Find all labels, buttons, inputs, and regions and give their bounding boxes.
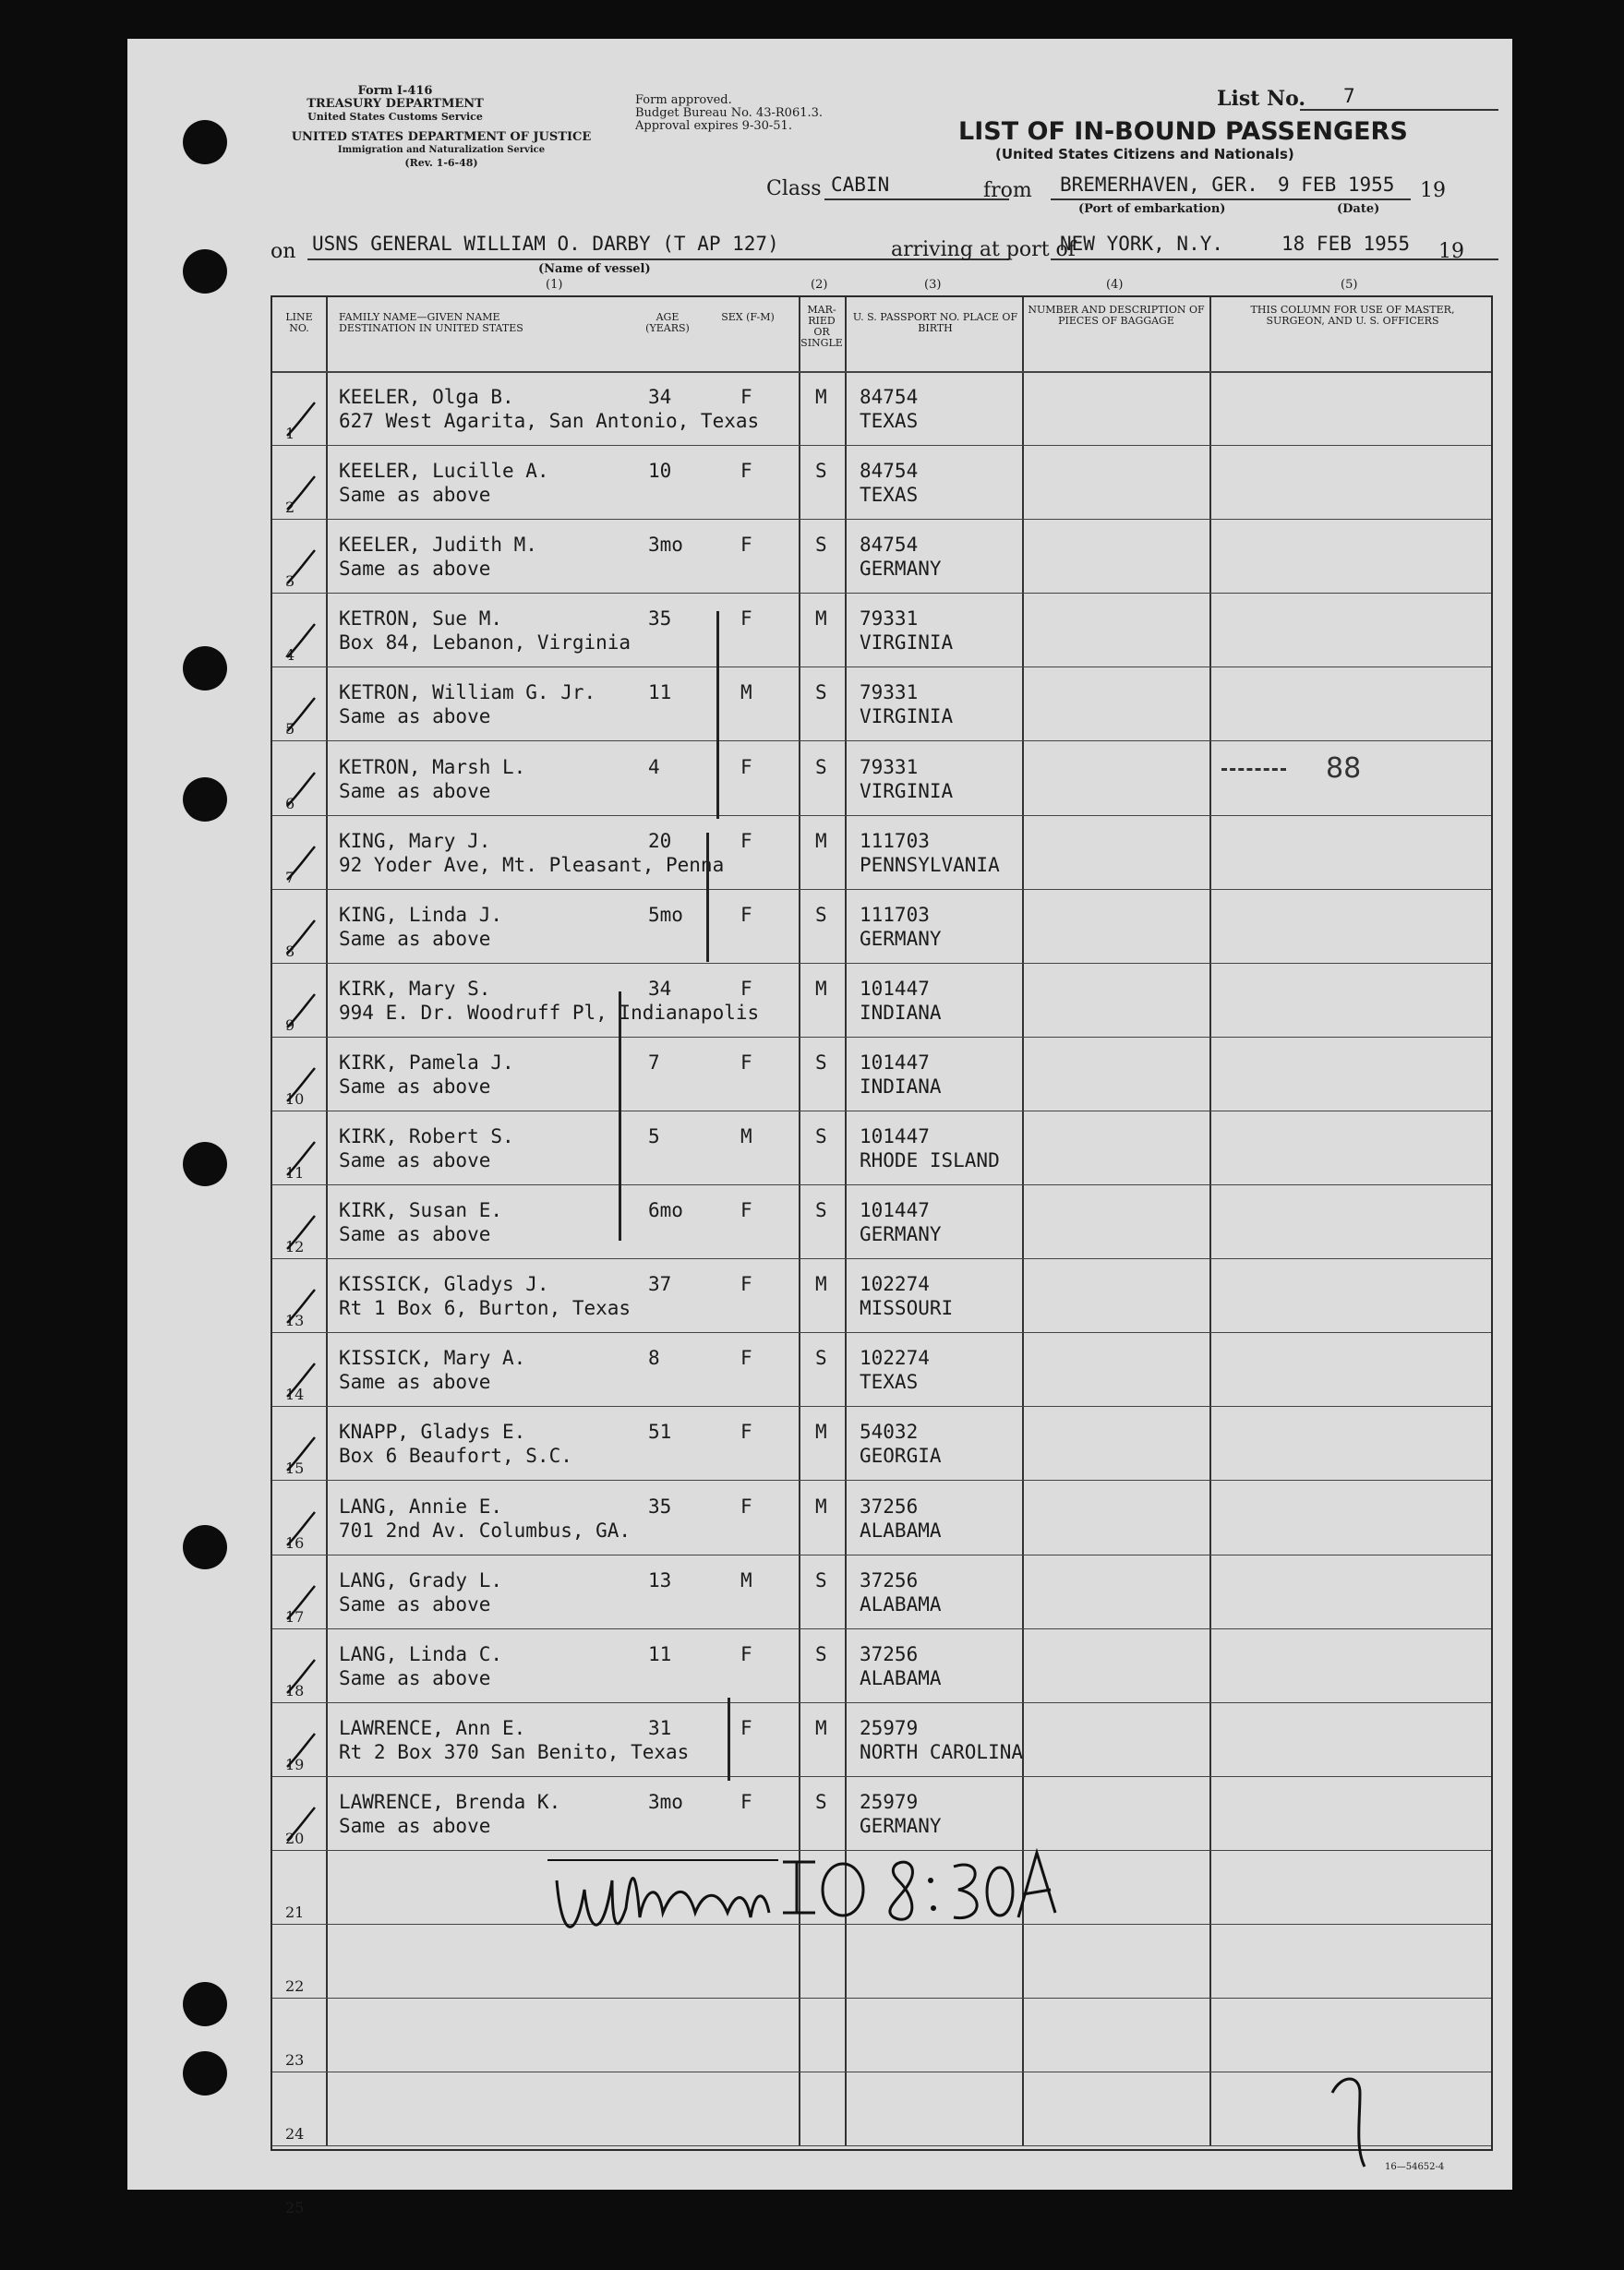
expiry-line: Approval expires 9-30-51. (635, 119, 792, 133)
destination: Same as above (339, 558, 491, 581)
arrival-year-label: 19 (1438, 240, 1464, 263)
destination: Same as above (339, 1371, 491, 1394)
age: 4 (648, 755, 660, 778)
passenger-name: KISSICK, Gladys J. (339, 1273, 549, 1296)
destination: Same as above (339, 484, 491, 507)
passport-number: 84754 (860, 386, 919, 408)
port-embark-caption: (Port of embarkation) (1078, 202, 1226, 216)
check-mark-icon (283, 1214, 317, 1256)
passenger-name: KEELER, Judith M. (339, 534, 537, 557)
col-head-sex: SEX (F-M) (721, 311, 775, 323)
vessel-name: USNS GENERAL WILLIAM O. DARBY (T AP 127) (312, 233, 779, 255)
destination: Box 84, Lebanon, Virginia (339, 631, 632, 655)
check-mark-icon (283, 1066, 317, 1109)
page-subtitle: (United States Citizens and Nationals) (995, 146, 1294, 162)
arriving-label: arriving at port of (891, 238, 1076, 261)
marital-status: M (815, 1495, 827, 1518)
punch-hole (183, 1982, 227, 2026)
age: 13 (648, 1568, 672, 1591)
row-rule (272, 1628, 1491, 1629)
check-mark-icon (283, 1658, 317, 1700)
birthplace: ALABAMA (860, 1519, 942, 1542)
corner-mark (1323, 2065, 1397, 2176)
table-row (272, 2147, 1491, 2221)
passenger-name: KIRK, Susan E. (339, 1199, 503, 1222)
passenger-name: LAWRENCE, Ann E. (339, 1716, 526, 1739)
col-head-name: FAMILY NAME—GIVEN NAME DESTINATION IN UNITED STATES (339, 311, 523, 334)
passport-number: 25979 (860, 1790, 919, 1813)
age: 34 (648, 386, 672, 408)
revision: (Rev. 1-6-48) (404, 157, 478, 169)
manifest-page (127, 39, 1512, 2217)
age: 35 (648, 1495, 672, 1518)
destination: Same as above (339, 927, 491, 950)
age: 7 (648, 1051, 660, 1074)
passenger-name: KING, Mary J. (339, 829, 491, 852)
destination: Rt 2 Box 370 San Benito, Texas (339, 1740, 690, 1763)
passenger-name: LANG, Annie E. (339, 1495, 503, 1518)
birthplace: VIRGINIA (860, 779, 954, 802)
inspector-signature (547, 1825, 1065, 1954)
class-value: CABIN (831, 174, 890, 196)
table-row (272, 1260, 1491, 1334)
destination: 701 2nd Av. Columbus, GA. (339, 1519, 632, 1542)
table-row (272, 595, 1491, 668)
row-rule (272, 1998, 1491, 1999)
line-number: 11 (285, 1164, 305, 1182)
passport-number: 84754 (860, 534, 919, 557)
check-mark-icon (283, 548, 317, 591)
marital-status: S (815, 1051, 827, 1074)
ins-service: Immigration and Naturalization Service (337, 145, 546, 155)
birthplace: TEXAS (860, 410, 919, 432)
row-rule (272, 1037, 1491, 1038)
marital-status: M (815, 1421, 827, 1444)
from-port: BREMERHAVEN, GER. (1060, 174, 1258, 196)
check-mark-icon (283, 696, 317, 739)
sex: F (740, 1642, 752, 1665)
line-number: 10 (285, 1089, 305, 1108)
line-number: 3 (285, 572, 295, 591)
table-row (272, 1704, 1491, 1778)
age: 5mo (648, 903, 683, 926)
table-row (272, 817, 1491, 891)
destination: 92 Yoder Ave, Mt. Pleasant, Penna (339, 853, 725, 876)
passport-number: 37256 (860, 1495, 919, 1518)
line-number: 4 (285, 646, 295, 665)
customs-service: United States Customs Service (307, 111, 483, 123)
check-mark-icon (283, 1732, 317, 1774)
table-row (272, 668, 1491, 742)
justice-dept: UNITED STATES DEPARTMENT OF JUSTICE (291, 130, 592, 144)
age: 5 (648, 1125, 660, 1147)
age: 20 (648, 829, 672, 852)
birthplace: RHODE ISLAND (860, 1149, 1000, 1171)
table-row (272, 891, 1491, 965)
passenger-name: KIRK, Pamela J. (339, 1051, 514, 1074)
col-head-age: AGE (YEARS) (645, 311, 690, 334)
from-label: from (983, 179, 1032, 202)
passenger-name: LANG, Linda C. (339, 1642, 503, 1665)
passenger-name: KIRK, Mary S. (339, 977, 491, 1000)
passenger-name: KEELER, Olga B. (339, 386, 514, 408)
passport-number: 37256 (860, 1568, 919, 1591)
passport-number: 79331 (860, 681, 919, 704)
punch-hole (183, 2051, 227, 2096)
passport-number: 102274 (860, 1273, 930, 1296)
marital-status: S (815, 1199, 827, 1222)
birthplace: GERMANY (860, 927, 942, 950)
punch-hole (183, 777, 227, 822)
marital-status: M (815, 977, 827, 1000)
punch-hole (183, 1525, 227, 1569)
col-num-1: (1) (546, 278, 563, 292)
passenger-name: KETRON, Marsh L. (339, 755, 526, 778)
table-row (272, 2073, 1491, 2147)
row-rule (272, 740, 1491, 741)
passport-number: 37256 (860, 1642, 919, 1665)
row-rule (272, 593, 1491, 594)
sex: F (740, 1716, 752, 1739)
line-number: 21 (285, 1904, 305, 1921)
age: 31 (648, 1716, 672, 1739)
passport-number: 102274 (860, 1347, 930, 1370)
birthplace: GEORGIA (860, 1445, 942, 1468)
age: 37 (648, 1273, 672, 1296)
marital-status: M (815, 607, 827, 631)
marital-status: S (815, 681, 827, 704)
table-row (272, 1556, 1491, 1630)
age: 11 (648, 681, 672, 704)
sex: F (740, 607, 752, 631)
birthplace: PENNSYLVANIA (860, 853, 1000, 876)
destination: Same as above (339, 1666, 491, 1689)
sex: M (740, 681, 752, 704)
line-number: 15 (285, 1459, 305, 1478)
passport-number: 111703 (860, 903, 930, 926)
date-caption: (Date) (1337, 202, 1380, 216)
col-head-baggage: NUMBER AND DESCRIPTION OF PIECES OF BAGGAGE (1028, 304, 1205, 327)
marital-status: S (815, 1125, 827, 1147)
table-row (272, 1112, 1491, 1186)
destination: 994 E. Dr. Woodruff Pl, Indianapolis (339, 1001, 760, 1024)
sex: F (740, 1051, 752, 1074)
footer-code: 16—54652-4 (1385, 2162, 1445, 2172)
age: 10 (648, 460, 672, 483)
col-num-3: (3) (924, 278, 942, 292)
row-rule (272, 815, 1491, 816)
destination: 627 West Agarita, San Antonio, Texas (339, 410, 760, 432)
check-mark-icon (283, 1362, 317, 1404)
punch-hole (183, 249, 227, 294)
check-mark-icon (283, 992, 317, 1035)
destination: Same as above (339, 1075, 491, 1098)
table-row (272, 2000, 1491, 2073)
line-number: 25 (285, 2199, 305, 2217)
passport-number: 84754 (860, 460, 919, 483)
line-number: 19 (285, 1755, 305, 1773)
approved-line: Form approved. (635, 93, 732, 107)
birthplace: GERMANY (860, 558, 942, 581)
marital-status: S (815, 460, 827, 483)
line-number: 5 (285, 720, 295, 739)
destination: Rt 1 Box 6, Burton, Texas (339, 1297, 632, 1320)
birthplace: VIRGINIA (860, 631, 954, 655)
destination: Same as above (339, 779, 491, 802)
destination: Box 6 Beaufort, S.C. (339, 1445, 572, 1468)
list-number-label: List No. (1217, 87, 1306, 111)
signature-text (547, 1950, 558, 1951)
arrival-underline (1051, 258, 1498, 260)
age: 6mo (648, 1199, 683, 1222)
marital-status: S (815, 903, 827, 926)
sex: F (740, 1199, 752, 1222)
table-row (272, 1334, 1491, 1408)
sex: F (740, 460, 752, 483)
birthplace: INDIANA (860, 1075, 942, 1098)
row-rule (272, 1702, 1491, 1703)
family-bracket (619, 991, 621, 1241)
check-mark-icon (283, 1584, 317, 1627)
check-mark-icon (283, 622, 317, 665)
budget-line: Budget Bureau No. 43-R061.3. (635, 106, 824, 120)
col-head-officers: THIS COLUMN FOR USE OF MASTER, SURGEON, AND U. S. OFFICERS (1250, 304, 1455, 327)
line-number: 13 (285, 1312, 305, 1330)
passenger-name: KISSICK, Mary A. (339, 1347, 526, 1370)
age: 34 (648, 977, 672, 1000)
marital-status: M (815, 1716, 827, 1739)
list-number-underline (1300, 109, 1498, 111)
row-rule (272, 1406, 1491, 1407)
line-number: 24 (285, 2125, 305, 2144)
age: 35 (648, 607, 672, 631)
line-number: 1 (285, 425, 295, 442)
destination: Same as above (339, 1149, 491, 1171)
passenger-name: LANG, Grady L. (339, 1568, 503, 1591)
table-row (272, 373, 1491, 447)
row-rule (272, 2145, 1491, 2146)
table-row (272, 521, 1491, 595)
destination: Same as above (339, 1592, 491, 1615)
birthplace: TEXAS (860, 1371, 919, 1394)
sex: F (740, 1273, 752, 1296)
birthplace: VIRGINIA (860, 705, 954, 728)
justice-header (266, 131, 617, 170)
line-number: 20 (285, 1829, 305, 1847)
destination: Same as above (339, 705, 491, 728)
passport-number: 101447 (860, 977, 930, 1000)
sex: F (740, 386, 752, 408)
sex: F (740, 1790, 752, 1813)
list-number-value: 7 (1343, 85, 1355, 107)
check-mark-icon (283, 474, 317, 517)
passport-number: 25979 (860, 1716, 919, 1739)
age: 51 (648, 1421, 672, 1444)
class-label: Class (766, 177, 822, 200)
table-row (272, 1483, 1491, 1556)
line-number: 22 (285, 1977, 305, 1996)
passport-number: 79331 (860, 755, 919, 778)
sex: F (740, 534, 752, 557)
col-num-2: (2) (811, 278, 828, 292)
passport-number: 101447 (860, 1051, 930, 1074)
family-bracket (716, 611, 719, 819)
sex: F (740, 1421, 752, 1444)
sex: F (740, 829, 752, 852)
from-underline (1051, 198, 1411, 200)
birthplace: GERMANY (860, 1223, 942, 1246)
sex: F (740, 1347, 752, 1370)
table-row (272, 1186, 1491, 1260)
treasury-dept: TREASURY DEPARTMENT (307, 97, 484, 111)
passport-number: 79331 (860, 607, 919, 631)
row-rule (272, 1184, 1491, 1185)
passport-number: 54032 (860, 1421, 919, 1444)
punch-hole (183, 1142, 227, 1186)
age: 11 (648, 1642, 672, 1665)
row-rule (272, 445, 1491, 446)
line-number: 17 (285, 1607, 305, 1626)
line-number: 23 (285, 2051, 305, 2070)
form-header-left (257, 85, 534, 124)
row-rule (272, 889, 1491, 890)
from-date: 9 FEB 1955 (1278, 174, 1395, 196)
check-mark-icon (283, 1140, 317, 1183)
marital-status: M (815, 386, 827, 408)
marital-status: M (815, 1273, 827, 1296)
vessel-caption: (Name of vessel) (538, 262, 651, 276)
table-row (272, 965, 1491, 1039)
form-number: Form I-416 (357, 84, 433, 98)
officer-tick-marks (1221, 768, 1286, 771)
line-number: 7 (285, 868, 295, 886)
passenger-name: KEELER, Lucille A. (339, 460, 549, 483)
approval-block (635, 94, 823, 133)
table-row (272, 447, 1491, 521)
birthplace: TEXAS (860, 484, 919, 507)
row-rule (272, 1776, 1491, 1777)
punch-hole (183, 646, 227, 691)
row6-officer-note: 88 (1326, 752, 1362, 785)
sex: F (740, 1495, 752, 1518)
destination: Same as above (339, 1814, 491, 1837)
on-label: on (271, 240, 296, 263)
passenger-name: KIRK, Robert S. (339, 1125, 514, 1147)
marital-status: S (815, 1642, 827, 1665)
check-mark-icon (283, 1288, 317, 1330)
line-number: 8 (285, 942, 295, 960)
passport-number: 101447 (860, 1125, 930, 1147)
birthplace: MISSOURI (860, 1297, 954, 1320)
passenger-name: KETRON, William G. Jr. (339, 681, 596, 704)
check-mark-icon (283, 919, 317, 961)
marital-status: S (815, 1568, 827, 1591)
birthplace: NORTH CAROLINA (860, 1740, 1024, 1763)
col-num-5: (5) (1341, 278, 1358, 292)
row-rule (272, 1480, 1491, 1481)
check-mark-icon (283, 771, 317, 813)
line-number: 16 (285, 1533, 305, 1552)
passport-number: 111703 (860, 829, 930, 852)
sex: F (740, 755, 752, 778)
arrival-date: 18 FEB 1955 (1281, 233, 1411, 255)
class-underline (824, 198, 1009, 200)
passport-number: 101447 (860, 1199, 930, 1222)
check-mark-icon (283, 1806, 317, 1848)
passenger-name: KING, Linda J. (339, 903, 503, 926)
check-mark-icon (283, 401, 317, 443)
row-rule (272, 963, 1491, 964)
age: 3mo (648, 534, 683, 557)
passenger-name: KNAPP, Gladys E. (339, 1421, 526, 1444)
family-bracket (728, 1698, 730, 1781)
line-number: 9 (285, 1015, 295, 1034)
marital-status: M (815, 829, 827, 852)
sex: M (740, 1568, 752, 1591)
passenger-name: LAWRENCE, Brenda K. (339, 1790, 561, 1813)
table-row (272, 1408, 1491, 1482)
sex: F (740, 903, 752, 926)
row-rule (272, 1258, 1491, 1259)
line-number: 18 (285, 1681, 305, 1699)
sex: F (740, 977, 752, 1000)
col-num-4: (4) (1106, 278, 1124, 292)
row-rule (272, 519, 1491, 520)
birthplace: ALABAMA (860, 1592, 942, 1615)
line-number: 2 (285, 498, 295, 517)
col-head-married: MAR-RIED OR SINGLE (800, 304, 843, 349)
arrival-port: NEW YORK, N.Y. (1060, 233, 1224, 255)
col-head-passport: U. S. PASSPORT NO. PLACE OF BIRTH (852, 311, 1018, 334)
corner-mark-text (1328, 2070, 1329, 2071)
birthplace: ALABAMA (860, 1666, 942, 1689)
page-title: LIST OF IN-BOUND PASSENGERS (958, 117, 1408, 146)
birthplace: INDIANA (860, 1001, 942, 1024)
marital-status: S (815, 1790, 827, 1813)
marital-status: S (815, 1347, 827, 1370)
family-bracket (706, 833, 709, 962)
check-mark-icon (283, 1510, 317, 1553)
table-row (272, 1039, 1491, 1112)
from-year-label: 19 (1420, 179, 1446, 202)
check-mark-icon (283, 845, 317, 887)
marital-status: S (815, 534, 827, 557)
line-number: 6 (285, 794, 295, 812)
line-number: 12 (285, 1238, 305, 1256)
passenger-name: KETRON, Sue M. (339, 607, 503, 631)
check-mark-icon (283, 1435, 317, 1478)
table-row (272, 1630, 1491, 1704)
line-number: 14 (285, 1386, 305, 1404)
row-rule (272, 1332, 1491, 1333)
destination: Same as above (339, 1223, 491, 1246)
age: 3mo (648, 1790, 683, 1813)
sex: M (740, 1125, 752, 1147)
table-row (272, 743, 1491, 817)
col-head-line: LINE NO. (285, 311, 313, 334)
marital-status: S (815, 755, 827, 778)
age: 8 (648, 1347, 660, 1370)
birthplace: GERMANY (860, 1814, 942, 1837)
punch-hole (183, 120, 227, 164)
